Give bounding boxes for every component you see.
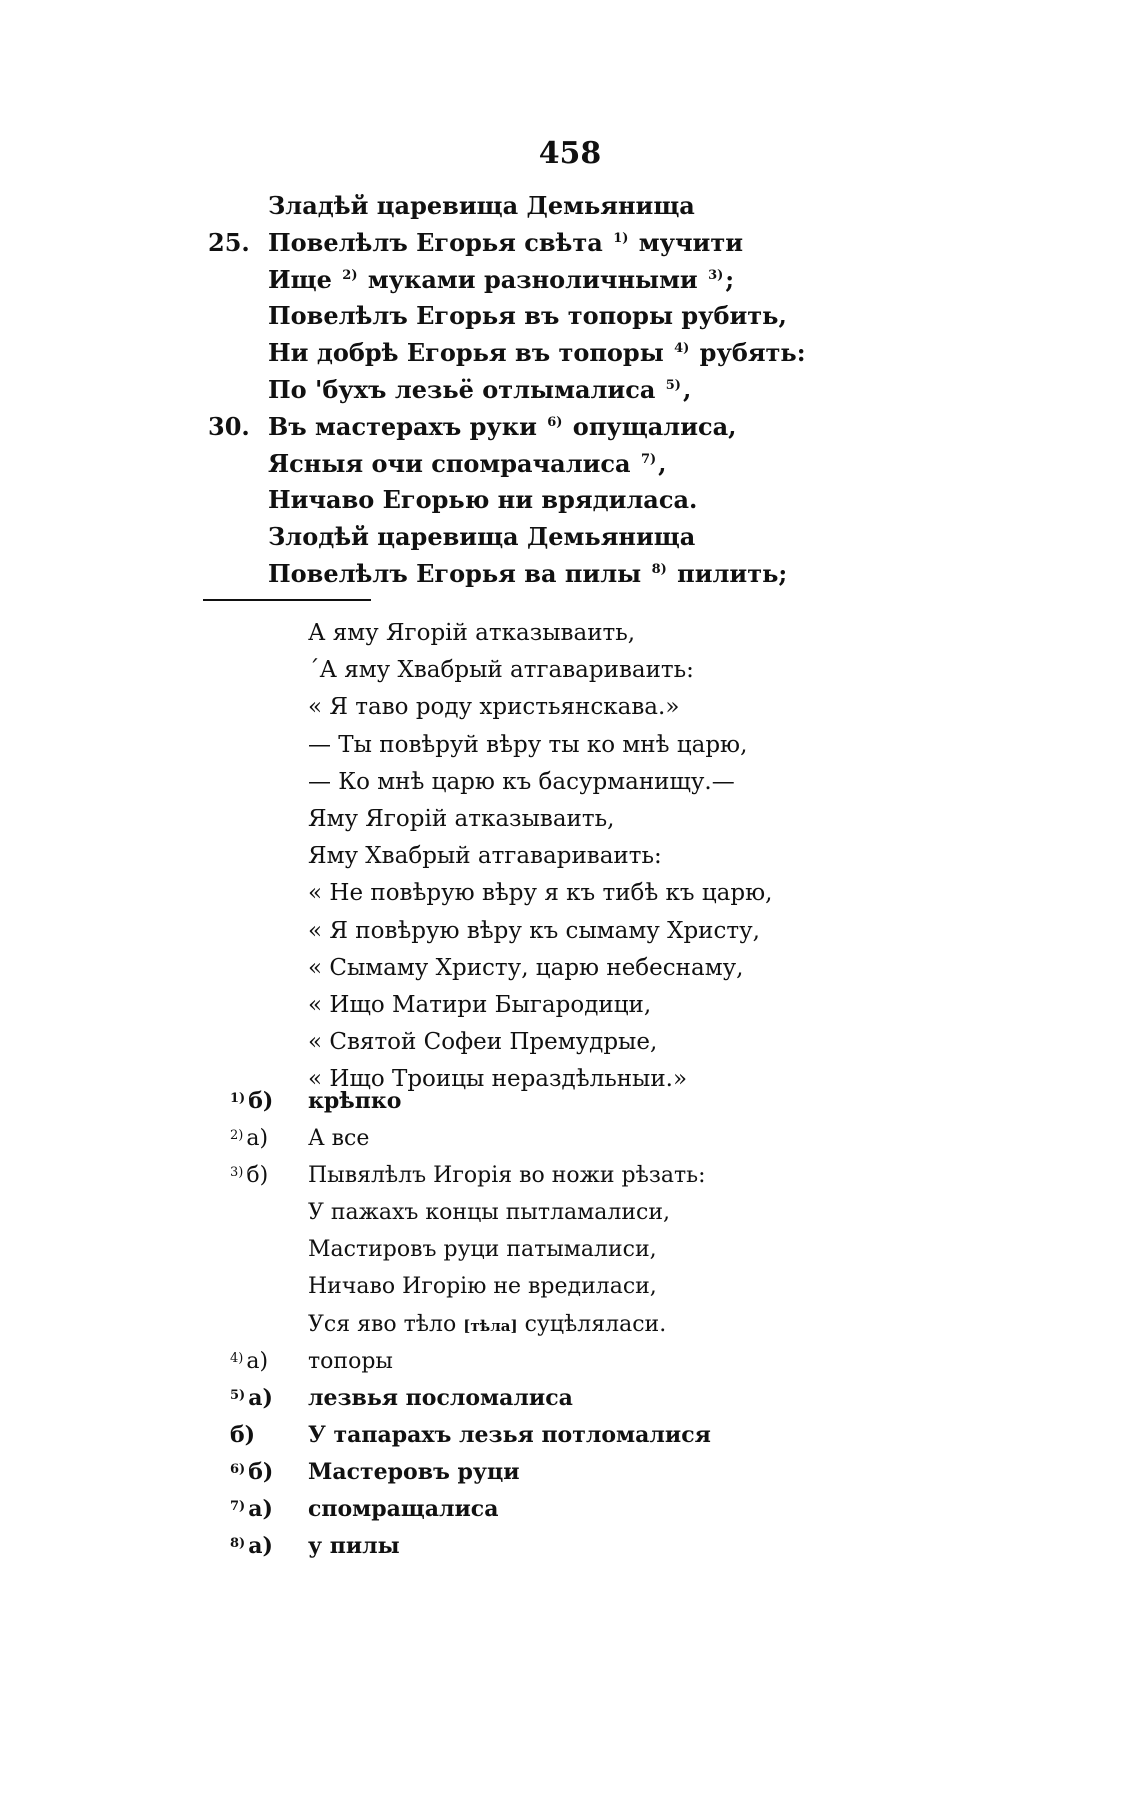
- footnote-marker: [230, 1417, 308, 1454]
- line-text: ,: [682, 374, 692, 404]
- bracketed-variant: [тѣла]: [463, 1316, 518, 1335]
- footnote-block: [230, 1083, 1090, 1565]
- verse-line: [208, 225, 1108, 262]
- line-text: лезвья посломалиса: [308, 1384, 573, 1411]
- variant-line: — Ты повѣруй вѣру ты ко мнѣ царю,: [308, 731, 748, 758]
- footnote-marker: [230, 1380, 308, 1420]
- footnote-line: [230, 1380, 1090, 1417]
- variant-line: « Я повѣрую вѣру къ сымаму Христу,: [308, 917, 760, 944]
- footnote-line: [230, 1231, 1090, 1268]
- line-text: муками разноличными: [359, 264, 707, 294]
- line-text: топоры: [308, 1348, 393, 1374]
- footnote-line: [230, 1528, 1090, 1565]
- footnote-line: [230, 1120, 1090, 1157]
- footnote-line: [230, 1306, 1090, 1343]
- footnote-number: 4): [230, 1350, 244, 1366]
- variant-line: « Ищо Троицы нераздѣльныи.»: [308, 1066, 688, 1093]
- footnote-line: [230, 1194, 1090, 1231]
- footnote-marker: [230, 1083, 308, 1123]
- footnote-line: [230, 1083, 1090, 1120]
- footnote-ref: 5): [665, 377, 681, 393]
- variant-line: « Сымаму Христу, царю небеснаму,: [308, 954, 744, 981]
- line-text: Въ мастерахъ руки: [268, 411, 546, 441]
- footnote-marker: [230, 1454, 308, 1494]
- verse-line: [208, 298, 1108, 335]
- line-text: Повелѣлъ Егорья свѣта: [268, 227, 612, 257]
- line-text: суцѣляласи.: [517, 1311, 667, 1337]
- footnote-ref: 6): [547, 414, 563, 430]
- footnote-marker: [230, 1343, 308, 1383]
- footnote-number: 2): [230, 1128, 244, 1144]
- footnote-line: [230, 1268, 1090, 1305]
- footnote-ref: 4): [674, 341, 690, 357]
- line-text: Мастеровъ руци: [308, 1458, 520, 1485]
- line-text: У пажахъ концы пытламалиси,: [308, 1200, 671, 1226]
- footnote-number: 5): [230, 1387, 246, 1403]
- line-text: Ище: [268, 264, 341, 294]
- footnote-marker: [230, 1528, 308, 1568]
- footnote-ref: 2): [342, 267, 358, 283]
- footnote-line: [230, 1454, 1090, 1491]
- footnote-ref: 3): [708, 267, 724, 283]
- verse-line: [208, 482, 1108, 519]
- line-text: пилить;: [668, 558, 788, 588]
- footnote-number: 3): [230, 1165, 244, 1181]
- line-text: Мастировъ руци патымалиси,: [308, 1237, 657, 1263]
- line-text: мучити: [630, 227, 744, 257]
- verse-line: [208, 519, 1108, 556]
- footnote-marker: [230, 1491, 308, 1531]
- footnote-variant-letter: б): [246, 1163, 269, 1189]
- line-text: ;: [725, 264, 735, 294]
- footnote-line: [230, 1343, 1090, 1380]
- variant-line: А яму Ягорій атказываить,: [308, 620, 636, 646]
- verse-line: [208, 188, 1108, 225]
- verse-line: [208, 556, 1108, 593]
- footnote-number: 6): [230, 1461, 246, 1477]
- footnote-variant-letter: б): [248, 1088, 274, 1114]
- line-text: Повелѣлъ Егорья въ топоры рубить,: [268, 301, 787, 331]
- line-text: Зладѣй царевища Демьянища: [268, 191, 695, 220]
- variant-line: « Ищо Матири Быгародици,: [308, 991, 652, 1018]
- footnote-variant-letter: а): [246, 1348, 269, 1374]
- page-number: 458: [538, 136, 602, 171]
- footnote-marker: [230, 1157, 308, 1197]
- line-text: Ничаво Егорью ни врядиласа.: [268, 485, 698, 515]
- verse-line: [208, 335, 1108, 372]
- footnote-number: 7): [230, 1499, 246, 1515]
- variant-line: « Я таво роду христьянскава.»: [308, 694, 680, 721]
- line-text: Ничаво Игорію не вредилаcи,: [308, 1274, 657, 1300]
- verse-line: [208, 372, 1108, 409]
- variant-line: ´А яму Хвабрый атгавариваить:: [308, 657, 694, 684]
- line-text: Повелѣлъ Егорья ва пилы: [268, 558, 650, 588]
- line-text: Ни добрѣ Егорья въ топоры: [268, 338, 673, 368]
- line-text: Злодѣй царевища Демьянища: [268, 522, 696, 552]
- variant-line: « Не повѣрую вѣру я къ тибѣ къ царю,: [308, 880, 773, 907]
- footnote-number: 8): [230, 1536, 246, 1552]
- line-text: спомращалиса: [308, 1496, 499, 1523]
- verse-number: 30.: [208, 411, 250, 441]
- footnote-variant-letter: а): [248, 1384, 273, 1411]
- verse-line: [208, 262, 1108, 299]
- footnote-ref: 7): [640, 451, 657, 467]
- footnote-marker: [230, 1120, 308, 1160]
- footnote-variant-letter: а): [248, 1496, 273, 1523]
- verse-line: [208, 446, 1108, 483]
- line-text: крѣпко: [308, 1088, 402, 1114]
- footnote-variant-letter: б): [230, 1421, 256, 1448]
- footnote-variant-letter: а): [248, 1533, 273, 1560]
- line-text: По 'бухъ лезьё отлымалиса: [268, 374, 664, 404]
- verse-number: 25.: [208, 227, 250, 257]
- footnote-number: 1): [230, 1091, 246, 1106]
- variant-line: Яму Хвабрый атгавариваить:: [308, 843, 662, 870]
- footnote-ref: 8): [651, 561, 667, 577]
- footnote-line: [230, 1491, 1090, 1528]
- line-text: А все: [308, 1126, 370, 1152]
- line-text: У тапарахъ лезья потломалися: [308, 1421, 711, 1448]
- footnote-line: [230, 1417, 1090, 1454]
- variant-line: — Ко мнѣ царю къ басурманищу.—: [308, 768, 735, 795]
- line-text: опущалиса,: [564, 411, 737, 441]
- line-text: у пилы: [308, 1533, 400, 1560]
- variant-block: [308, 615, 1088, 1098]
- footnote-ref: 1): [613, 230, 629, 246]
- footnote-divider: [203, 599, 371, 601]
- line-text: Пывялѣлъ Игорія во ножи рѣзать:: [308, 1163, 706, 1189]
- footnote-variant-letter: а): [246, 1126, 269, 1152]
- footnote-variant-letter: б): [248, 1458, 274, 1485]
- line-text: Уся яво тѣло: [308, 1311, 464, 1337]
- line-text: Ясныя очи спомрачалиса: [268, 448, 639, 478]
- footnote-line: [230, 1157, 1090, 1194]
- variant-line: Яму Ягорій атказываить,: [308, 805, 615, 832]
- line-text: рубять:: [691, 338, 806, 368]
- verse-block: [208, 188, 1108, 593]
- variant-line: « Святой Софеи Премудрые,: [308, 1029, 658, 1056]
- verse-line: [208, 409, 1108, 446]
- line-text: ,: [658, 448, 667, 478]
